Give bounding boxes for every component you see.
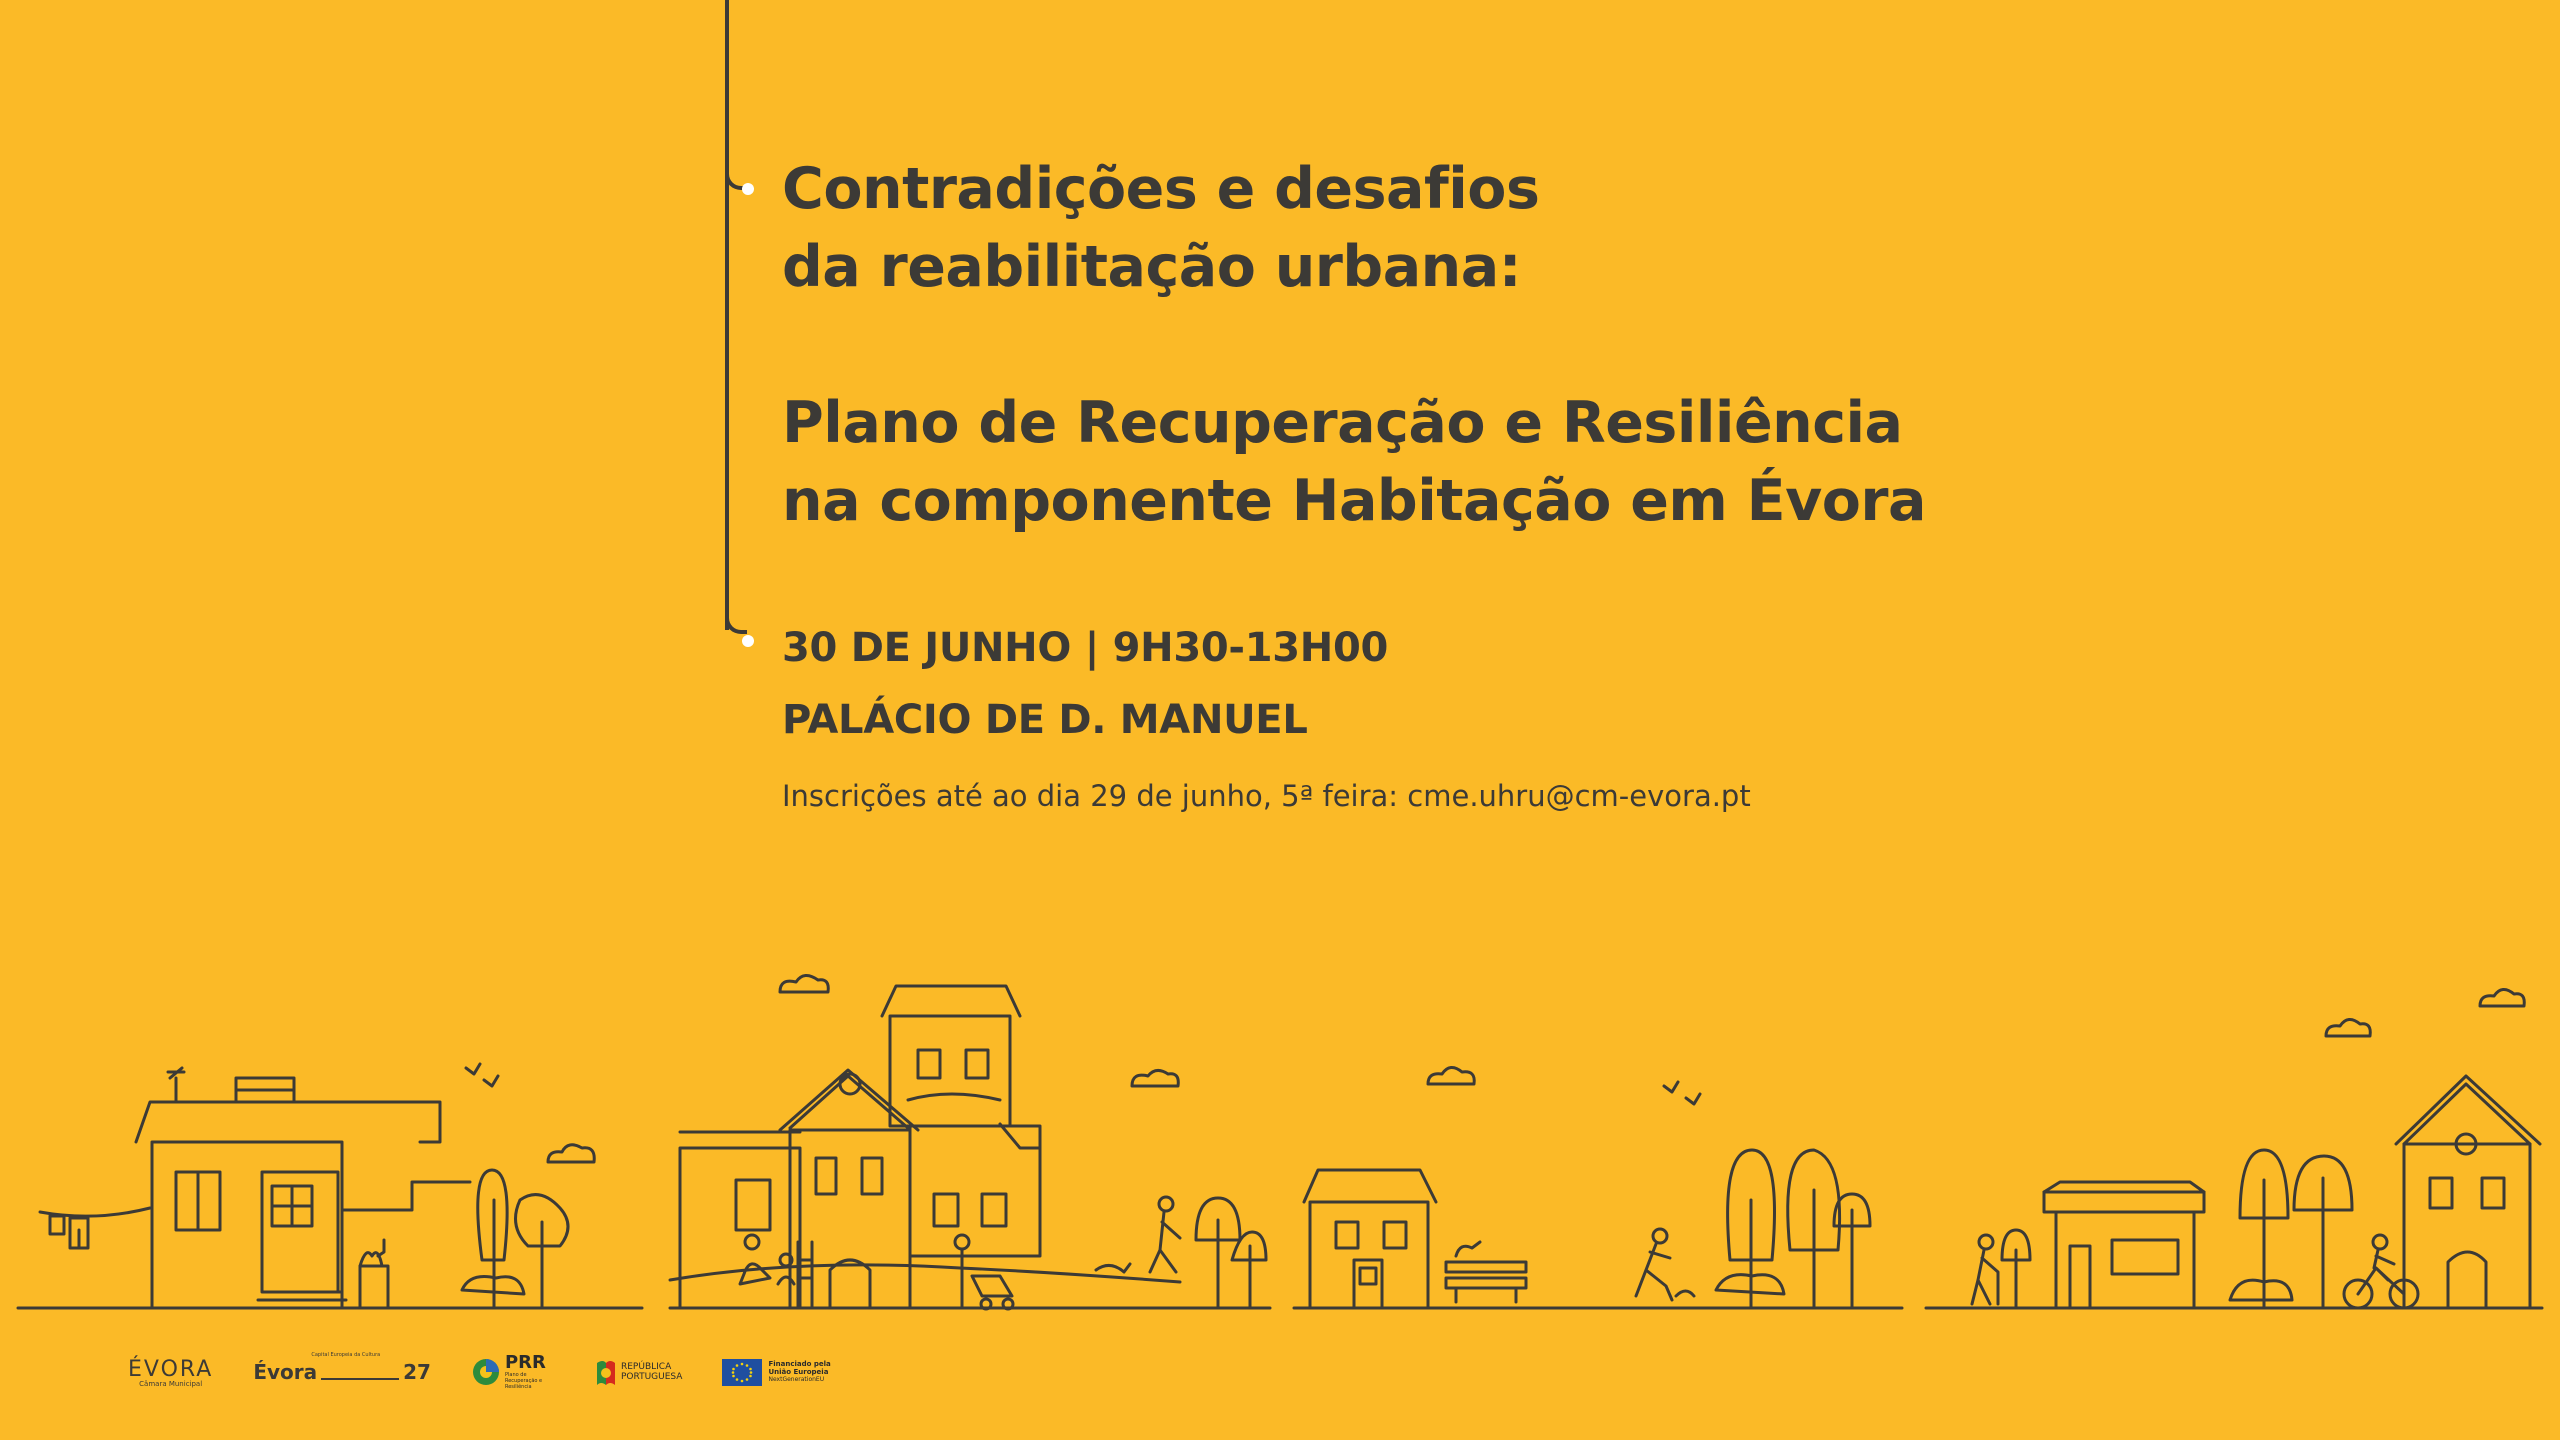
sponsor-logos xyxy=(128,1352,831,1392)
trees-2 xyxy=(1196,1198,1266,1308)
logo-rp-line2: PORTUGUESA xyxy=(620,1372,683,1382)
logo-prr xyxy=(471,1354,555,1390)
logo-camara-evora-sub: Câmara Municipal xyxy=(139,1379,203,1388)
logo-camara-evora xyxy=(128,1357,213,1388)
logo-eu-line3: NextGenerationEU xyxy=(768,1376,825,1383)
people-2 xyxy=(670,1197,1180,1309)
clouds-2 xyxy=(780,975,1178,1086)
logo-eu-line2: União Europeia xyxy=(768,1368,829,1376)
city-illustration xyxy=(0,960,2560,1320)
house-4 xyxy=(2396,1076,2540,1308)
clouds-4 xyxy=(2326,989,2524,1036)
runner xyxy=(1636,1229,1694,1300)
house-2 xyxy=(680,986,1040,1308)
logo-evora-27-number: 27 xyxy=(403,1360,431,1384)
logo-evora-27 xyxy=(253,1352,431,1384)
trees-1 xyxy=(462,1170,568,1308)
clouds-1 xyxy=(548,1145,594,1162)
timeline-line xyxy=(725,0,729,630)
logo-evora-27-word: Évora xyxy=(253,1360,318,1384)
elderly-person xyxy=(1972,1230,2030,1308)
birds-1 xyxy=(466,1064,498,1086)
shop xyxy=(2044,1182,2204,1308)
event-title xyxy=(782,150,1982,540)
eu-flag-icon xyxy=(722,1359,762,1386)
logo-eu xyxy=(722,1359,830,1386)
logo-evora-27-caption: Capital Europeia da Cultura xyxy=(311,1352,381,1358)
logo-prr-sub: Plano de Recuperação e Resiliência xyxy=(504,1372,543,1390)
birds-3 xyxy=(1664,1082,1700,1104)
house-3 xyxy=(1304,1170,1436,1308)
logo-republica-portuguesa xyxy=(595,1357,682,1387)
logo-camara-evora-word: ÉVORA xyxy=(128,1356,214,1382)
logo-eu-line1: Financiado pela xyxy=(768,1360,831,1368)
logo-rp-line1: REPÚBLICA xyxy=(620,1362,672,1372)
trees-4 xyxy=(2230,1150,2352,1308)
event-venue: PALÁCIO DE D. MANUEL xyxy=(782,697,1308,743)
clouds-3 xyxy=(1428,1067,1474,1084)
timeline-dot-bottom xyxy=(742,635,754,647)
registration-info: Inscrições até ao dia 29 de junho, 5ª feira: cme.uhru@cm-evora.pt xyxy=(782,779,1751,813)
trees-3 xyxy=(1716,1150,1870,1308)
bench xyxy=(1446,1242,1526,1302)
portuguese-flag-icon xyxy=(595,1357,617,1387)
timeline-dot-top xyxy=(742,183,754,195)
title-line-2: da reabilitação urbana: xyxy=(782,234,1522,300)
event-info xyxy=(782,612,1388,756)
logo-prr-word: PRR xyxy=(504,1352,546,1373)
house-1 xyxy=(136,1068,470,1308)
title-line-3: Plano de Recuperação e Resiliência xyxy=(782,390,1903,456)
prr-emblem-icon xyxy=(471,1357,501,1387)
title-line-1: Contradições e desafios xyxy=(782,156,1540,222)
cyclist xyxy=(2344,1235,2418,1308)
cat-1 xyxy=(360,1240,384,1266)
event-date-time: 30 DE JUNHO | 9H30-13H00 xyxy=(782,625,1389,671)
clothesline xyxy=(40,1208,150,1248)
timeline-hook-bottom xyxy=(725,612,747,634)
title-line-4: na componente Habitação em Évora xyxy=(782,468,1926,534)
